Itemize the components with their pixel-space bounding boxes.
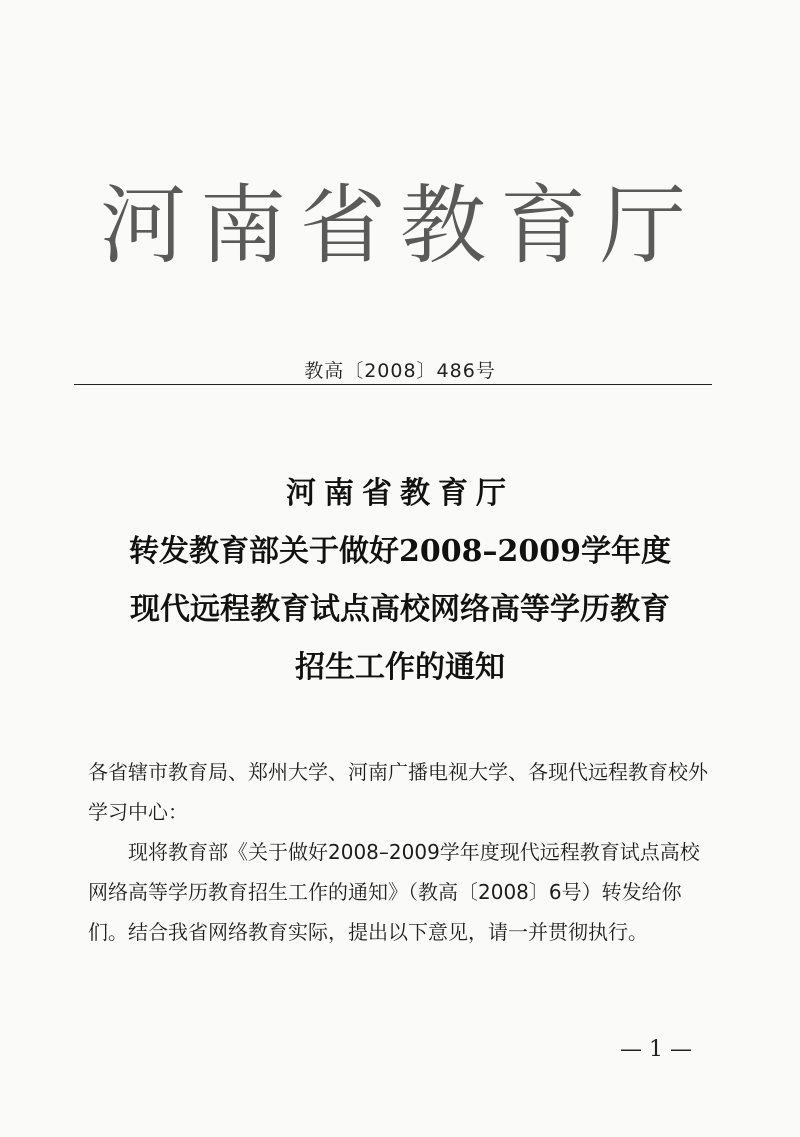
title-line-2: 转发教育部关于做好2008–2009学年度 [129,534,671,569]
document-title [0,465,800,697]
page-number: — 1 — [620,1037,692,1062]
salutation: 各省辖市教育局、郑州大学、河南广播电视大学、各现代远程教育校外学习中心： [88,760,708,824]
title-line-4: 招生工作的通知 [295,650,505,685]
issuer-masthead: 河南省教育厅 [100,176,700,276]
header-divider [74,384,712,385]
document-number: 教高〔2008〕486号 [304,360,496,382]
title-line-3: 现代远程教育试点高校网络高等学历教育 [130,592,670,627]
document-body [88,752,718,952]
title-line-1: 河南省教育厅 [286,476,514,511]
body-paragraph-1: 现将教育部《关于做好2008–2009学年度现代远程教育试点高校网络高等学历教育招生工作的通知》（教高〔2008〕6号）转发给你们。结合我省网络教育实际，提出以下意见，请一并贯彻执行。 [88,840,700,944]
